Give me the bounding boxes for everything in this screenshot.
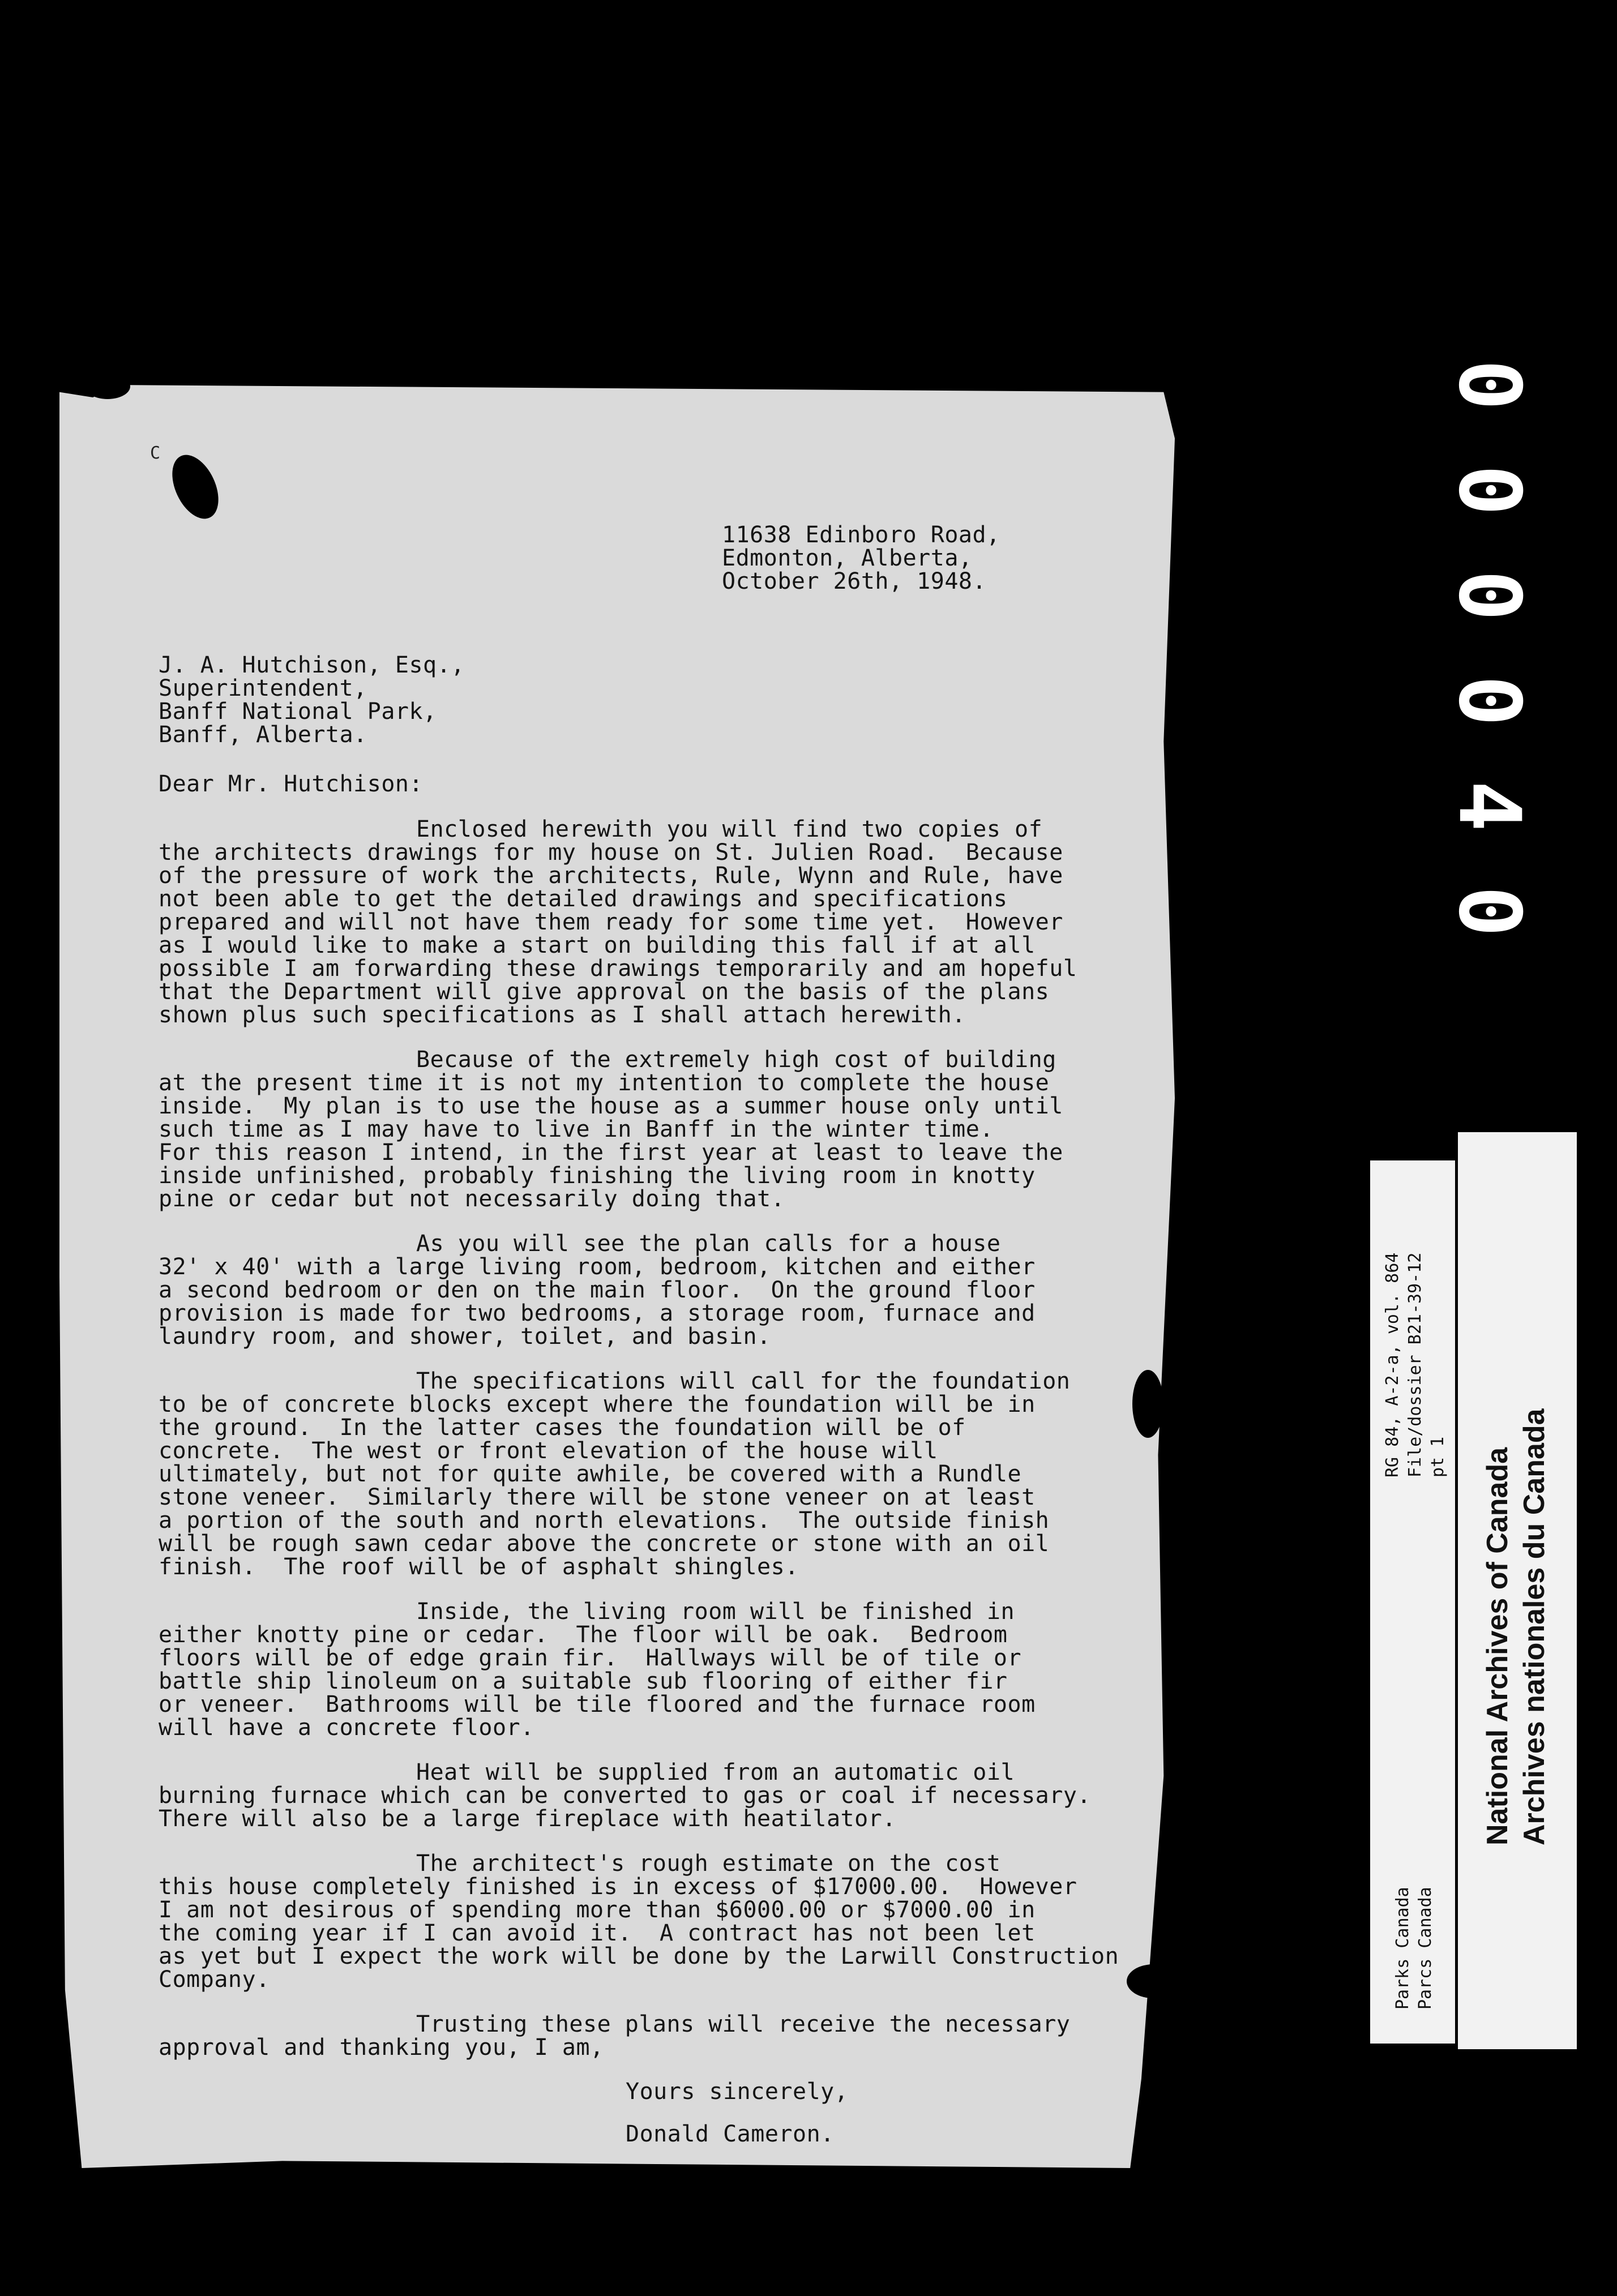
frame-digit: 0 — [1440, 569, 1538, 622]
damage-mark — [1132, 1370, 1163, 1438]
paragraph-line: such time as I may have to live in Banff in the winter time. — [159, 1116, 994, 1142]
paragraph-line: as I would like to make a start on building this fall if at all — [159, 932, 1036, 958]
paragraph-line: either knotty pine or cedar. The floor will be oak. Bedroom — [159, 1622, 1008, 1648]
frame-digit: 0 — [1440, 885, 1538, 937]
paragraph-line: prepared and will not have them ready for some time yet. However — [159, 909, 1063, 935]
paragraph-line: I am not desirous of spending more than $6000.00 or $7000.00 in — [159, 1897, 1036, 1923]
paragraph-line: Inside, the living room will be finished in — [416, 1599, 1015, 1625]
paragraph-line: pine or cedar but not necessarily doing that. — [159, 1186, 785, 1212]
paragraph-line: For this reason I intend, in the first year at least to leave the — [159, 1140, 1063, 1166]
paragraph-line: or veneer. Bathrooms will be tile floored and the furnace room — [159, 1691, 1036, 1717]
salutation: Dear Mr. Hutchison: — [159, 771, 424, 797]
recipient-line: Superintendent, — [159, 675, 367, 701]
paragraph-line: of the pressure of work the architects, Rule, Wynn and Rule, have — [159, 863, 1063, 889]
paragraph-line: approval and thanking you, I am, — [159, 2034, 604, 2061]
archive-institution: National Archives of Canada — [1481, 1447, 1514, 1845]
paragraph-line: inside unfinished, probably finishing the living room in knotty — [159, 1163, 1036, 1189]
paragraph-line: Trusting these plans will receive the necessary — [416, 2011, 1071, 2037]
paragraph-line: a portion of the south and north elevations. The outside finish — [159, 1507, 1050, 1533]
frame-digit: 4 — [1440, 780, 1538, 832]
paragraph-line: as yet but I expect the work will be done by the Larwill Construction — [159, 1943, 1119, 1969]
paragraph-line: the ground. In the latter cases the foundation will be of — [159, 1415, 966, 1441]
archive-agency: Parcs Canada — [1415, 1887, 1435, 2010]
paragraph-line: The specifications will call for the foundation — [416, 1368, 1071, 1394]
archive-reference-label — [1370, 1160, 1455, 2044]
damage-mark — [1127, 1964, 1180, 1998]
paragraph-line: possible I am forwarding these drawings temporarily and am hopeful — [159, 956, 1077, 982]
paragraph-line: the architects drawings for my house on St. Julien Road. Because — [159, 839, 1063, 866]
address-line: Edmonton, Alberta, — [722, 545, 973, 571]
paragraph-line: floors will be of edge grain fir. Hallways will be of tile or — [159, 1645, 1022, 1671]
frame-digit: 0 — [1440, 359, 1538, 411]
corner-mark: C — [150, 443, 161, 463]
frame-number — [1440, 351, 1538, 945]
paragraph-line: shown plus such specifications as I shall attach herewith. — [159, 1002, 966, 1028]
paragraph-line: the coming year if I can avoid it. A contract has not been let — [159, 1920, 1036, 1946]
paragraph-line: not been able to get the detailed drawings and specifications — [159, 886, 1008, 912]
paragraph-line: will be rough sawn cedar above the concrete or stone with an oil — [159, 1531, 1050, 1557]
paragraph-line: burning furnace which can be converted to gas or coal if necessary. — [159, 1783, 1091, 1809]
address-line: October 26th, 1948. — [722, 568, 987, 594]
paragraph-line: inside. My plan is to use the house as a summer house only until — [159, 1093, 1063, 1119]
paragraph-line: to be of concrete blocks except where the foundation will be in — [159, 1391, 1036, 1417]
letter-body — [59, 385, 1175, 2168]
damage-mark — [85, 374, 130, 399]
paragraph-line: ultimately, but not for quite awhile, be covered with a Rundle — [159, 1461, 1022, 1487]
paragraph-line: Because of the extremely high cost of building — [416, 1047, 1056, 1073]
archive-reference: pt 1 — [1428, 1436, 1448, 1477]
paragraph-line: this house completely finished is in excess of $17000.00. However — [159, 1874, 1077, 1900]
paragraph-line: Enclosed herewith you will find two copies of — [416, 816, 1043, 842]
paragraph-line: concrete. The west or front elevation of the house will — [159, 1438, 938, 1464]
paragraph-line: a second bedroom or den on the main floor. On the ground floor — [159, 1277, 1036, 1303]
recipient-line: Banff National Park, — [159, 699, 437, 725]
signature: Donald Cameron. — [626, 2121, 835, 2147]
archive-institution-label — [1458, 1132, 1577, 2049]
paragraph-line: at the present time it is not my intention to complete the house — [159, 1070, 1050, 1096]
paragraph-line: laundry room, and shower, toilet, and basin. — [159, 1323, 771, 1350]
archive-reference: RG 84, A-2-a, vol. 864 — [1383, 1252, 1402, 1477]
paragraph-line: Heat will be supplied from an automatic oil — [416, 1759, 1015, 1785]
archive-reference: File/dossier B21-39-12 — [1405, 1252, 1425, 1477]
frame-digit: 0 — [1440, 464, 1538, 516]
paragraph-line: 32' x 40' with a large living room, bedroom, kitchen and either — [159, 1254, 1036, 1280]
paragraph-line: will have a concrete floor. — [159, 1715, 534, 1741]
recipient-line: Banff, Alberta. — [159, 722, 367, 748]
paragraph-line: battle ship linoleum on a suitable sub flooring of either fir — [159, 1668, 1008, 1694]
archive-institution: Archives nationales du Canada — [1518, 1408, 1551, 1845]
archive-agency: Parks Canada — [1393, 1887, 1413, 2010]
paragraph-line: The architect's rough estimate on the cost — [416, 1850, 1001, 1877]
recipient-line: J. A. Hutchison, Esq., — [159, 652, 465, 678]
frame-digit: 0 — [1440, 675, 1538, 727]
paragraph-line: There will also be a large fireplace with heatilator. — [159, 1806, 896, 1832]
paragraph-line: As you will see the plan calls for a house — [416, 1231, 1001, 1257]
paragraph-line: provision is made for two bedrooms, a storage room, furnace and — [159, 1300, 1036, 1326]
paragraph-line: stone veneer. Similarly there will be stone veneer on at least — [159, 1484, 1036, 1510]
address-line: 11638 Edinboro Road, — [722, 522, 1000, 548]
closing: Yours sincerely, — [626, 2079, 849, 2105]
paragraph-line: that the Department will give approval on the basis of the plans — [159, 979, 1050, 1005]
paragraph-line: Company. — [159, 1967, 270, 1993]
paragraph-line: finish. The roof will be of asphalt shingles. — [159, 1554, 799, 1580]
